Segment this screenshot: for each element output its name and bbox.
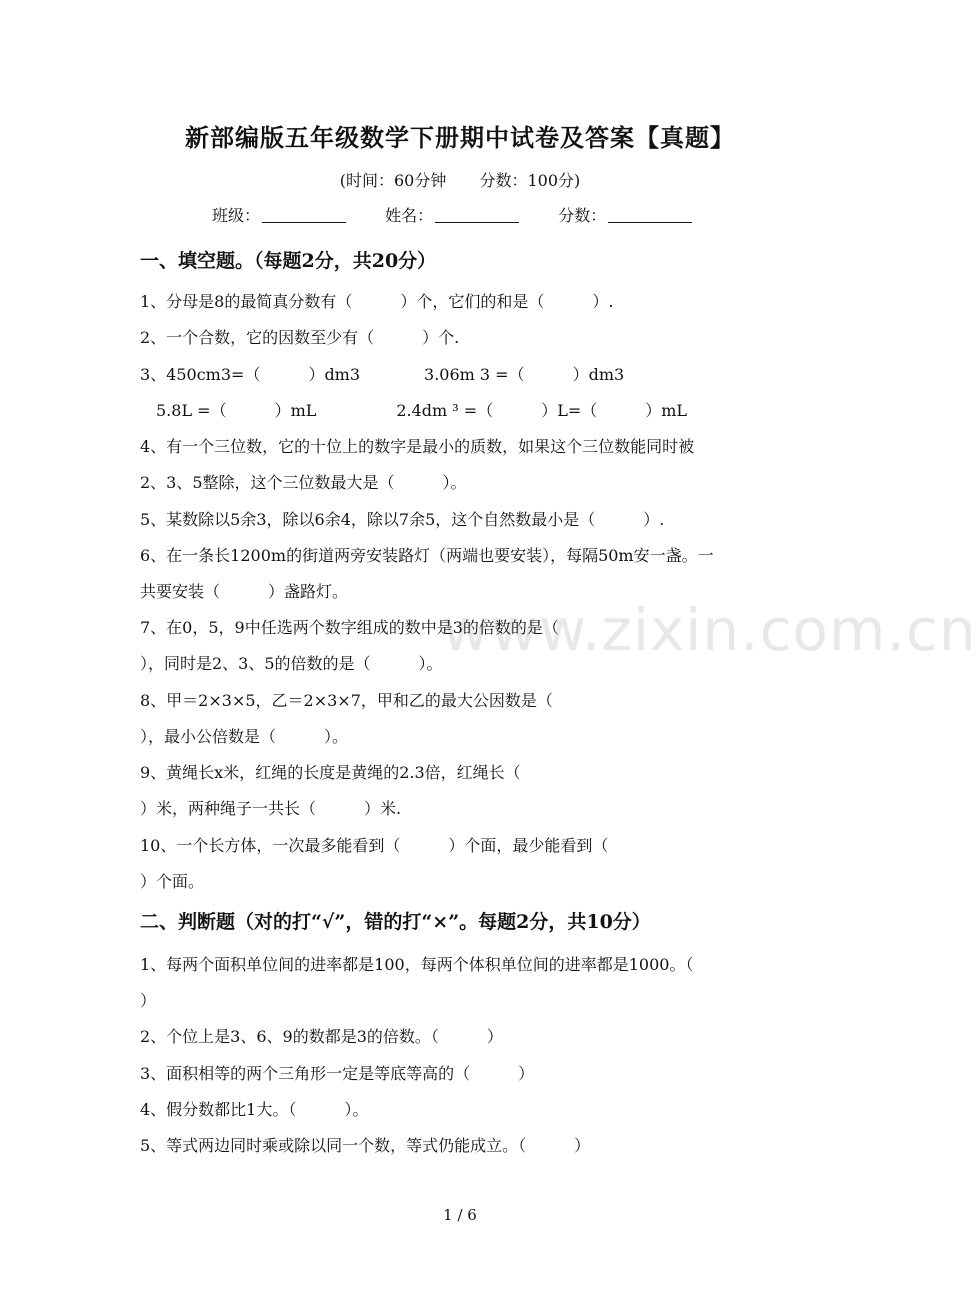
question-line: 2、一个合数，它的因数至少有（ ）个.: [140, 328, 460, 347]
question-line: 4、有一个三位数，它的十位上的数字是最小的质数，如果这个三位数能同时被: [140, 437, 695, 456]
exam-time: (时间：60分钟: [339, 171, 447, 190]
question-line: ），同时是2、3、5的倍数的是（ ）。: [140, 654, 443, 673]
question-line: 5.8L =（ ）mL 2.4dm ³ =（ ）L=（ ）mL: [140, 401, 688, 420]
question-line: 共要安装（ ）盏路灯。: [140, 582, 349, 601]
question-line: ），最小公倍数是（ ）。: [140, 727, 349, 746]
section-heading-fill-blank: 一、填空题。（每题2分，共20分）: [140, 250, 437, 272]
student-info-fields: [212, 203, 726, 226]
exam-meta: [0, 168, 920, 191]
page-title: 新部编版五年级数学下册期中试卷及答案【真题】: [185, 123, 735, 152]
section-heading-true-false: 二、判断题（对的打“√”，错的打“×”。每题2分，共10分）: [140, 911, 651, 933]
question-line: ）米，两种绳子一共长（ ）米.: [140, 799, 402, 818]
exam-score: 分数：100分): [479, 171, 581, 190]
watermark: www.zixin.com.cn: [442, 596, 977, 664]
name-blank[interactable]: [435, 206, 519, 223]
question-line: 7、在0，5，9中任选两个数字组成的数中是3的倍数的是（: [140, 618, 559, 637]
question-line: ）个面。: [140, 872, 205, 891]
question-line: 2、3、5整除，这个三位数最大是（ ）。: [140, 473, 467, 492]
question-line: 4、假分数都比1大。（ ）。: [140, 1100, 369, 1119]
question-line: 5、某数除以5余3，除以6余4，除以7余5，这个自然数最小是（ ）.: [140, 510, 665, 529]
question-line: 3、450cm3=（ ）dm3 3.06m 3 =（ ）dm3: [140, 365, 625, 384]
question-line: 10、一个长方体，一次最多能看到（ ）个面，最少能看到（: [140, 836, 609, 855]
question-line: ）: [140, 991, 157, 1010]
name-field[interactable]: [385, 203, 519, 226]
question-line: 1、每两个面积单位间的进率都是100，每两个体积单位间的进率都是1000。（: [140, 955, 694, 974]
class-field[interactable]: [212, 203, 346, 226]
question-line: 5、等式两边同时乘或除以同一个数，等式仍能成立。（ ）: [140, 1136, 591, 1155]
question-line: 1、分母是8的最简真分数有（ ）个，它们的和是（ ）.: [140, 292, 614, 311]
question-line: 9、黄绳长x米，红绳的长度是黄绳的2.3倍，红绳长（: [140, 763, 521, 782]
name-label: 姓名：: [385, 206, 434, 225]
page-number: 1 / 6: [443, 1206, 477, 1224]
question-line: 6、在一条长1200m的街道两旁安装路灯（两端也要安装），每隔50m安一盏。一: [140, 546, 714, 565]
question-line: 2、个位上是3、6、9的数都是3的倍数。（ ）: [140, 1027, 503, 1046]
score-field[interactable]: [558, 203, 692, 226]
score-blank[interactable]: [608, 206, 692, 223]
question-line: 8、甲＝2×3×5，乙＝2×3×7，甲和乙的最大公因数是（: [140, 691, 553, 710]
score-label: 分数：: [558, 206, 607, 225]
question-line: 3、面积相等的两个三角形一定是等底等高的（ ）: [140, 1064, 535, 1083]
class-label: 班级：: [212, 206, 261, 225]
class-blank[interactable]: [262, 206, 346, 223]
